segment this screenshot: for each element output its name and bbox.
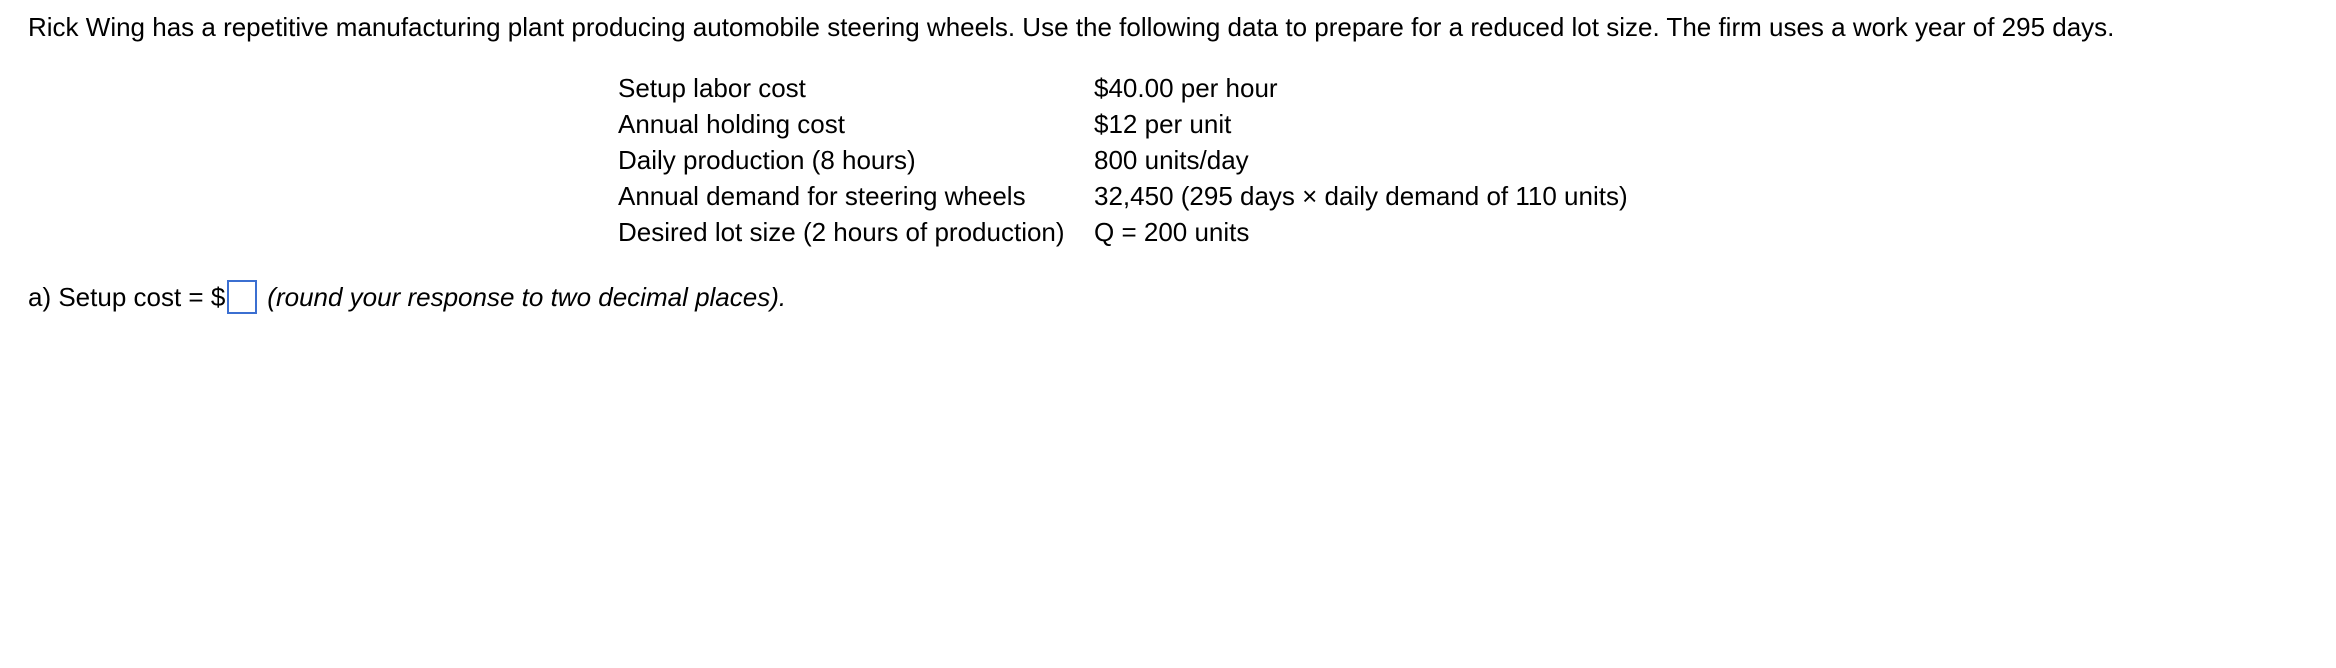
row-value: $12 per unit [1094,109,1232,139]
row-label: Daily production (8 hours) [618,145,916,175]
row-value: $40.00 per hour [1094,73,1278,103]
row-label: Annual holding cost [618,109,845,139]
data-row-annual-holding-cost [618,106,1628,142]
row-value: Q = 200 units [1094,217,1250,247]
row-label: Desired lot size (2 hours of production) [618,217,1065,247]
data-row-setup-labor-cost [618,70,1628,106]
data-row-desired-lot-size [618,214,1628,250]
row-value: 32,450 (295 days × daily demand of 110 units) [1094,181,1628,211]
question-label: a) Setup cost = $ [28,282,226,312]
problem-statement: Rick Wing has a repetitive manufacturing plant producing automobile steering wheels. Use the following data to prepare for a reduced lot size. The firm uses a work year of 295 days. [28,12,2115,42]
data-row-annual-demand [618,178,1628,214]
row-value: 800 units/day [1094,145,1249,175]
data-row-daily-production [618,142,1628,178]
question-a [28,279,786,315]
rounding-hint: (round your response to two decimal places). [267,282,787,312]
setup-cost-answer-input[interactable] [227,280,257,314]
given-data-table [618,70,1628,250]
row-label: Annual demand for steering wheels [618,181,1026,211]
row-label: Setup labor cost [618,73,806,103]
